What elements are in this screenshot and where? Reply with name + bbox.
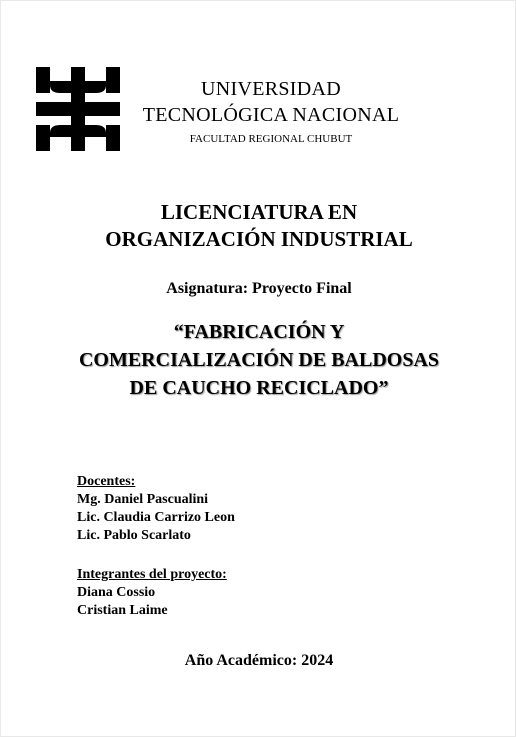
member-name: Diana Cossio — [77, 585, 156, 600]
project-title-line1: “FABRICACIÓN Y — [173, 321, 345, 343]
member-name: Cristian Laime — [77, 603, 168, 618]
career-line1: LICENCIATURA EN — [160, 200, 358, 224]
project-title-line2: COMERCIALIZACIÓN DE BALDOSAS — [78, 349, 440, 371]
teacher-name: Mg. Daniel Pascualini — [77, 492, 209, 507]
members-heading: Integrantes del proyecto: — [77, 567, 227, 582]
university-name-line1: UNIVERSIDAD — [201, 78, 341, 100]
teachers-section — [77, 473, 235, 545]
career-line2: ORGANIZACIÓN INDUSTRIAL — [105, 227, 413, 251]
teacher-name: Lic. Pablo Scarlato — [77, 528, 191, 543]
project-title-line3: DE CAUCHO RECICLADO” — [129, 377, 389, 399]
teachers-heading: Docentes: — [77, 474, 136, 489]
teacher-name: Lic. Claudia Carrizo Leon — [77, 510, 235, 525]
members-section — [77, 566, 227, 620]
subject-label: Asignatura: Proyecto Final — [166, 280, 352, 297]
utn-logo-icon — [36, 67, 120, 151]
academic-year: Año Académico: 2024 — [184, 652, 334, 669]
university-name-line2: TECNOLÓGICA NACIONAL — [142, 104, 400, 126]
faculty-name: FACULTAD REGIONAL CHUBUT — [189, 133, 353, 145]
